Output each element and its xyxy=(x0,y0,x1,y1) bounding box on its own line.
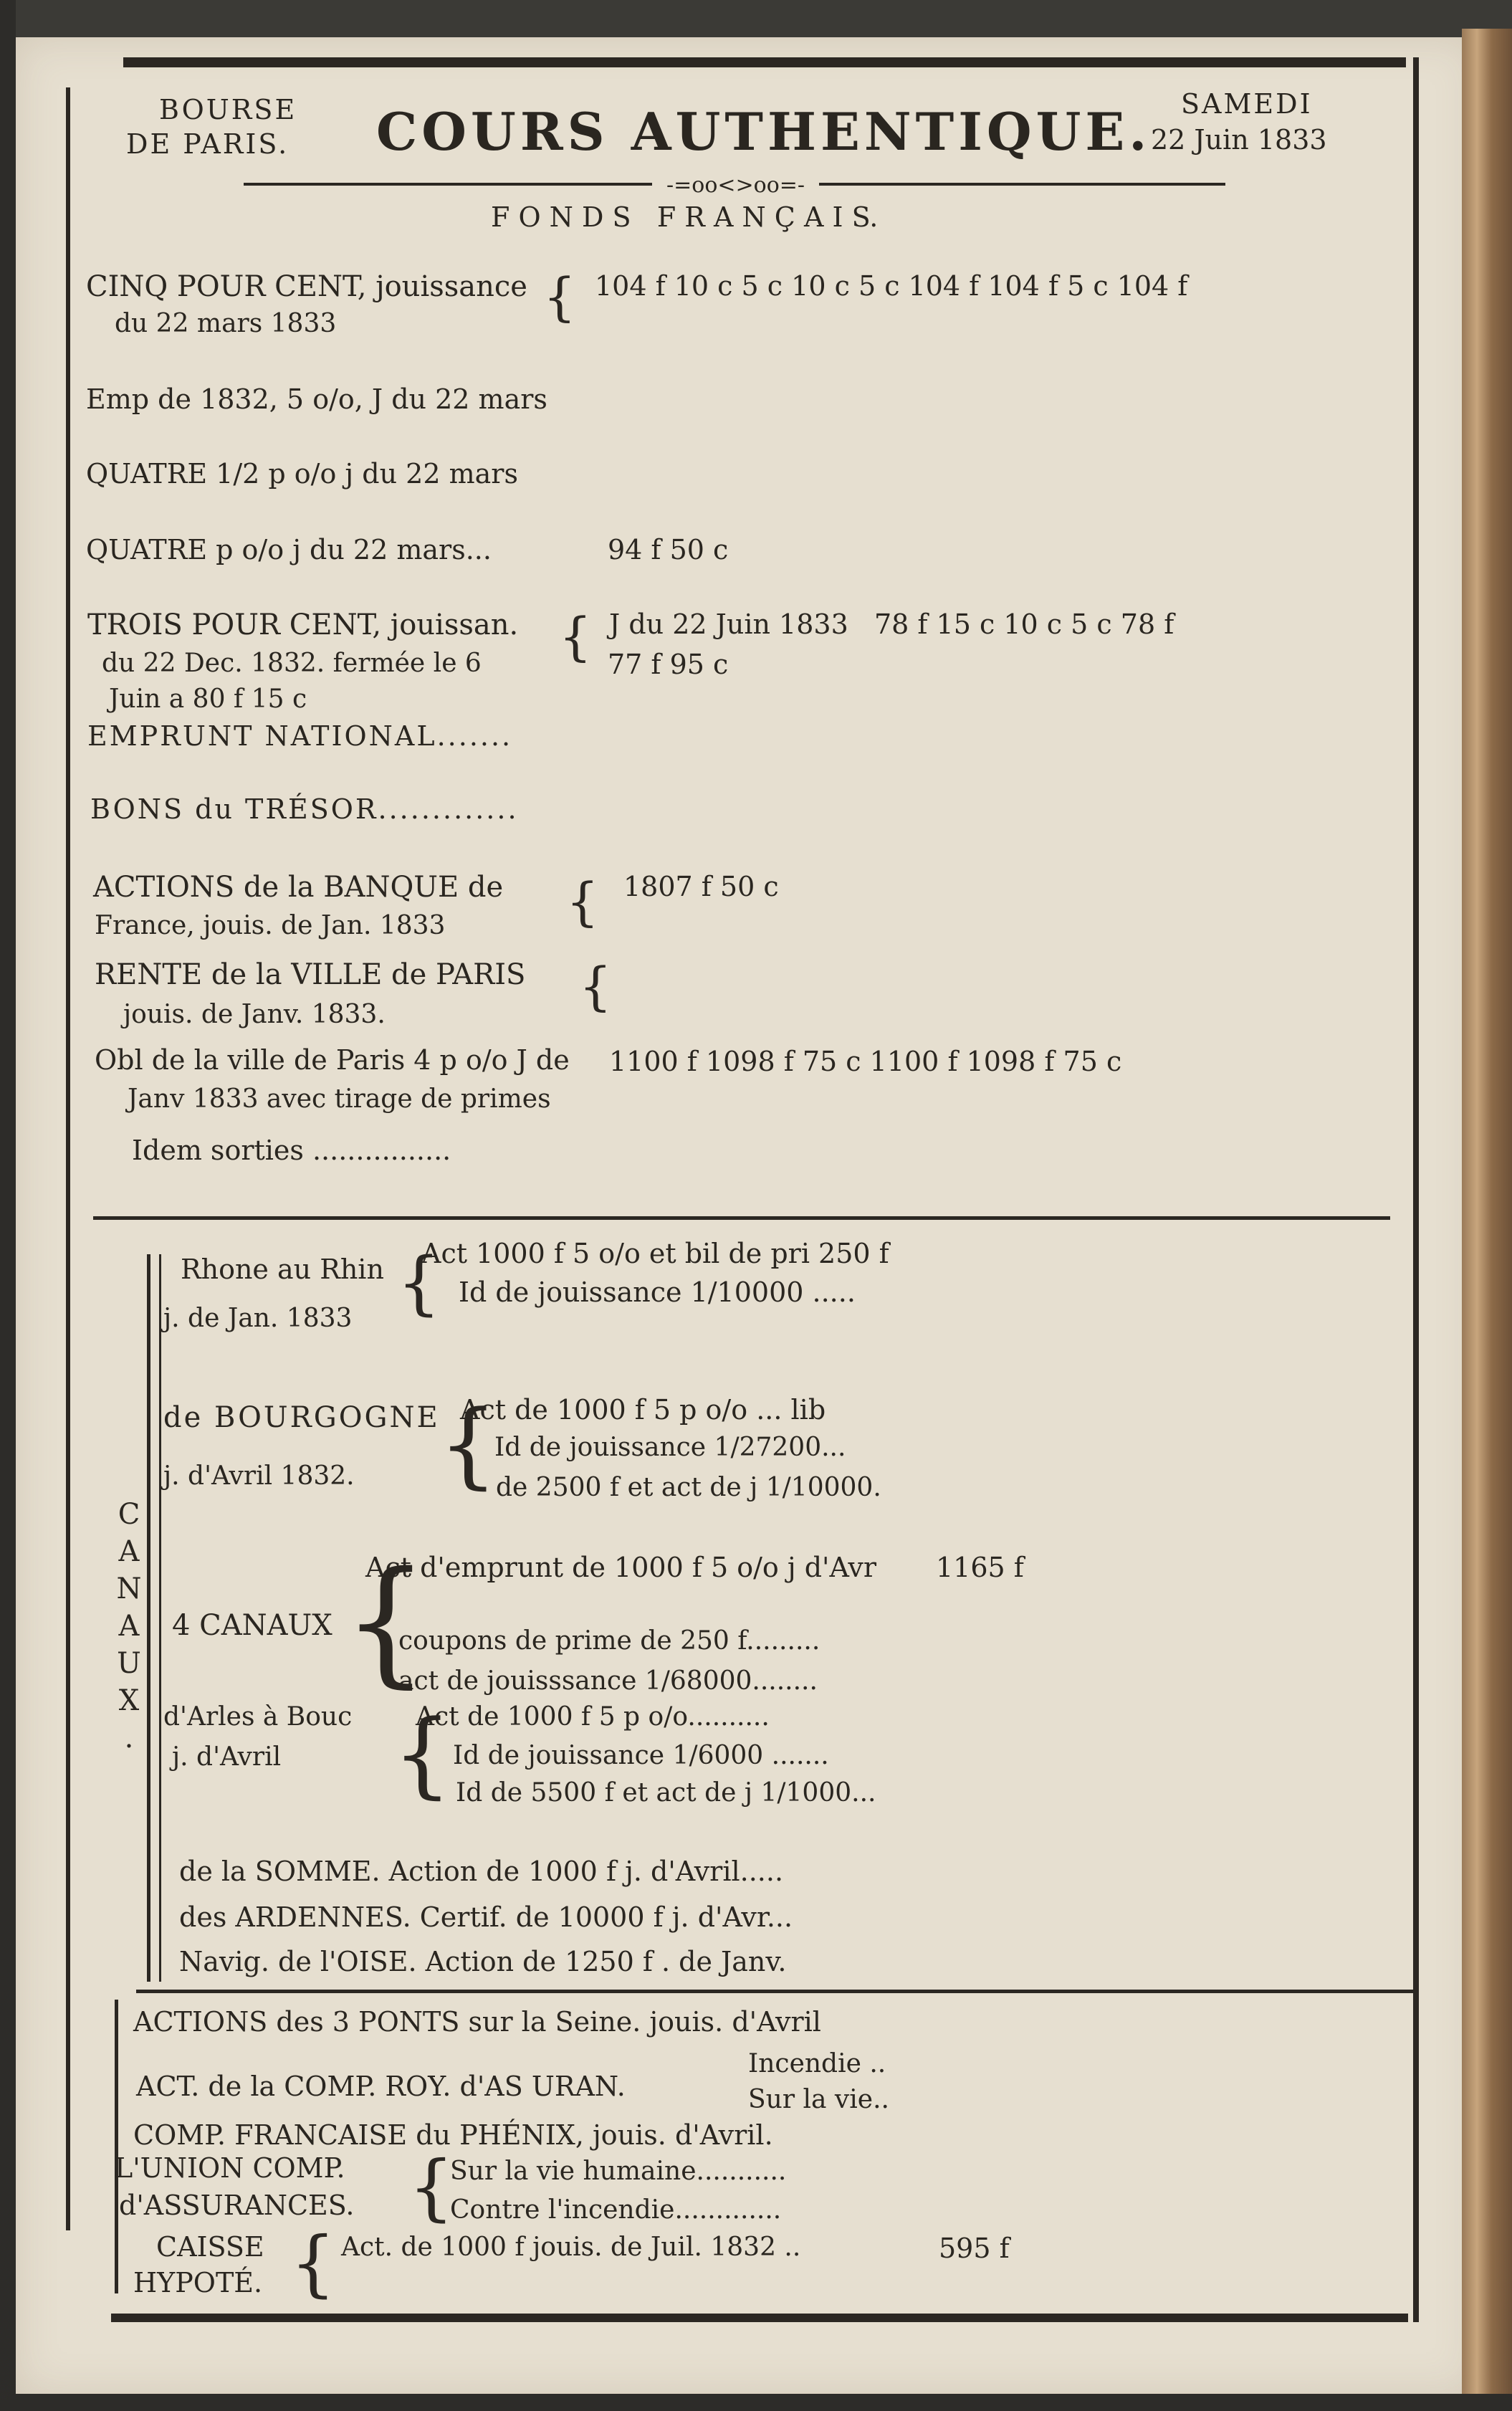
union-sur-la-vie: Sur la vie humaine........... xyxy=(450,2157,787,2186)
brace: { xyxy=(397,1243,441,1323)
bourgogne-label: de BOURGOGNE xyxy=(163,1401,440,1434)
trois-pour-cent-prices-2: 77 f 95 c xyxy=(608,649,729,680)
brace: { xyxy=(408,2145,454,2229)
arles-bouc-date: j. d'Avril xyxy=(172,1742,282,1772)
scan-left-edge xyxy=(0,0,16,2411)
emp-1832: Emp de 1832, 5 o/o, J du 22 mars xyxy=(86,383,547,415)
actions-3-ponts: ACTIONS des 3 PONTS sur la Seine. jouis. d'Avril xyxy=(133,2006,821,2038)
bourgogne-act-3: de 2500 f et act de j 1/10000. xyxy=(496,1473,881,1502)
canal-somme: de la SOMME. Action de 1000 f j. d'Avril..... xyxy=(179,1856,784,1887)
caisse-act: Act. de 1000 f jouis. de Juil. 1832 .. xyxy=(341,2233,801,2262)
header-de-paris: DE PARIS. xyxy=(126,128,290,160)
quatre-canaux-act-1: Act d'emprunt de 1000 f 5 o/o j d'Avr xyxy=(365,1552,877,1583)
brace: { xyxy=(290,2221,336,2305)
brace: { xyxy=(559,606,592,667)
comp-royale-assurances: ACT. de la COMP. ROY. d'AS URAN. xyxy=(136,2071,626,2102)
comp-royale-incendie: Incendie .. xyxy=(748,2049,886,2078)
arles-bouc-label: d'Arles à Bouc xyxy=(163,1702,353,1732)
bottom-border-rule xyxy=(111,2314,1408,2322)
quatre-canaux-coupons: coupons de prime de 250 f......... xyxy=(398,1626,820,1656)
quatre-demi: QUATRE 1/2 p o/o j du 22 mars xyxy=(86,458,518,490)
actions-banque-date: France, jouis. de Jan. 1833 xyxy=(95,911,446,940)
arles-act-2: Id de jouissance 1/6000 ....... xyxy=(453,1741,829,1770)
emprunt-national: EMPRUNT NATIONAL....... xyxy=(87,720,513,752)
rhone-act-2: Id de jouissance 1/10000 ..... xyxy=(459,1276,856,1308)
top-border-rule xyxy=(123,57,1406,67)
union-comp-label: L'UNION COMP. xyxy=(115,2152,345,2184)
obligations-paris-prices: 1100 f 1098 f 75 c 1100 f 1098 f 75 c xyxy=(609,1046,1122,1077)
navigation-oise: Navig. de l'OISE. Action de 1250 f . de Janv. xyxy=(179,1946,787,1977)
assurances-side-rule xyxy=(115,2000,118,2293)
actions-banque-label: ACTIONS de la BANQUE de xyxy=(93,871,504,904)
left-border-rule xyxy=(66,87,70,2230)
brace: { xyxy=(566,872,599,932)
hypote-label: HYPOTÉ. xyxy=(133,2267,263,2298)
arles-act-1: Act de 1000 f 5 p o/o.......... xyxy=(416,1702,770,1732)
bourgogne-act-2: Id de jouissance 1/27200... xyxy=(494,1433,846,1462)
quatre-canaux-jouissance: act de jouisssance 1/68000........ xyxy=(398,1666,818,1696)
quatre-pour-cent-price: 94 f 50 c xyxy=(608,534,729,565)
rhone-act-1: Act 1000 f 5 o/o et bil de pri 250 f xyxy=(421,1238,889,1269)
caisse-price: 595 f xyxy=(939,2233,1010,2264)
trois-pour-cent-fermee: Juin a 80 f 15 c xyxy=(109,684,307,714)
bourgogne-act-1: Act de 1000 f 5 p o/o ... lib xyxy=(460,1394,826,1426)
obligations-paris-label: Obl de la ville de Paris 4 p o/o J de xyxy=(95,1044,570,1076)
brace: { xyxy=(343,1542,429,1701)
canaux-side-rule-inner xyxy=(159,1254,161,1982)
ornament: -=oo<>oo=- xyxy=(652,175,819,196)
caisse-label: CAISSE xyxy=(156,2231,264,2263)
idem-sorties: Idem sorties ................ xyxy=(132,1135,451,1166)
header-samedi: SAMEDI xyxy=(1181,88,1313,120)
bons-du-tresor: BONS du TRÉSOR............. xyxy=(90,793,519,825)
brace: { xyxy=(393,1699,452,1808)
rente-ville-paris-date: jouis. de Janv. 1833. xyxy=(123,1000,386,1029)
trois-pour-cent-prices-1: J du 22 Juin 1833 78 f 15 c 10 c 5 c 78 f xyxy=(609,608,1174,640)
page-title: COURS AUTHENTIQUE. xyxy=(376,101,1152,162)
cinq-pour-cent-date: du 22 mars 1833 xyxy=(115,309,337,338)
canal-ardennes: des ARDENNES. Certif. de 10000 f j. d'Avr... xyxy=(179,1901,793,1933)
right-border-rule xyxy=(1413,57,1419,2322)
header-date: 22 Juin 1833 xyxy=(1151,124,1327,156)
section-fonds-francais: F O N D S F R A N Ç A I S. xyxy=(491,201,879,233)
trois-pour-cent-label: TROIS POUR CENT, jouissan. xyxy=(87,608,519,641)
canaux-side-rule xyxy=(147,1254,150,1982)
rhone-au-rhin: Rhone au Rhin xyxy=(181,1254,384,1285)
rente-ville-paris-label: RENTE de la VILLE de PARIS xyxy=(95,958,526,991)
trois-pour-cent-date: du 22 Dec. 1832. fermée le 6 xyxy=(102,649,482,678)
canaux-bottom-rule xyxy=(136,1990,1419,1993)
brace: { xyxy=(439,1390,498,1499)
union-assurances-label: d'ASSURANCES. xyxy=(119,2190,355,2221)
brace: { xyxy=(579,956,612,1016)
cinq-pour-cent-label: CINQ POUR CENT, jouissance xyxy=(86,270,527,303)
union-incendie: Contre l'incendie............. xyxy=(450,2195,782,2225)
quatre-canaux-price: 1165 f xyxy=(936,1552,1024,1583)
comp-francaise-phenix: COMP. FRANCAISE du PHÉNIX, jouis. d'Avril. xyxy=(133,2119,773,2151)
comp-royale-sur-la-vie: Sur la vie.. xyxy=(748,2085,889,2114)
actions-banque-price: 1807 f 50 c xyxy=(623,871,779,902)
header-bourse: BOURSE xyxy=(159,94,297,125)
canaux-top-rule xyxy=(93,1216,1390,1220)
brace: { xyxy=(543,267,576,327)
scan-bottom-edge xyxy=(0,2394,1512,2411)
canaux-side-label: CANAUX. xyxy=(113,1498,145,1759)
cinq-pour-cent-prices: 104 f 10 c 5 c 10 c 5 c 104 f 104 f 5 c 104 f xyxy=(595,270,1188,302)
quatre-pour-cent: QUATRE p o/o j du 22 mars... xyxy=(86,534,492,565)
arles-act-3: Id de 5500 f et act de j 1/1000... xyxy=(456,1778,876,1808)
rhone-date: j. de Jan. 1833 xyxy=(163,1304,353,1333)
bourgogne-date: j. d'Avril 1832. xyxy=(163,1461,355,1491)
book-spine xyxy=(1462,29,1512,2394)
obligations-paris-tirage: Janv 1833 avec tirage de primes xyxy=(128,1084,551,1114)
quatre-canaux-label: 4 CANAUX xyxy=(172,1609,332,1642)
